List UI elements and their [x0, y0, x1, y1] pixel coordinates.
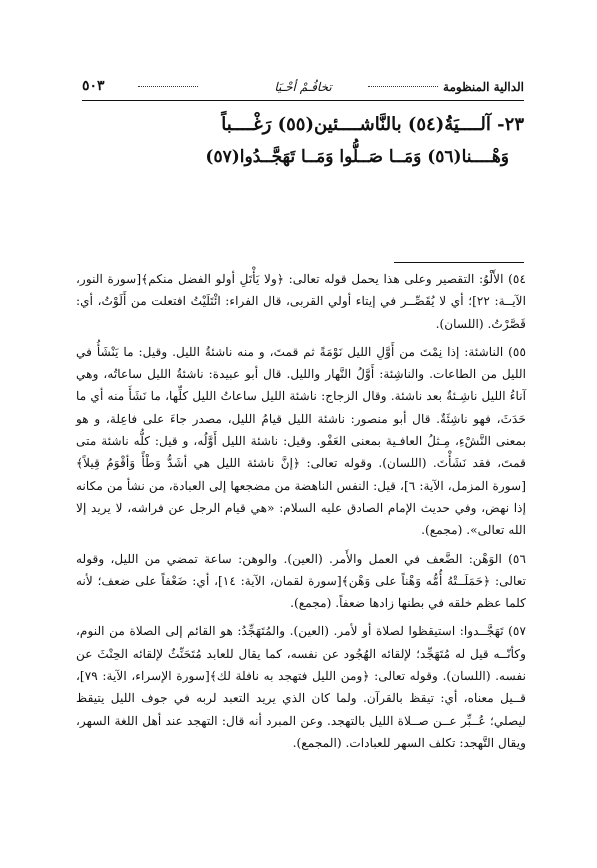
footnote-56: ٥٦) الوَهْن: الضَّعف في العمل والأَمر. (العين). والوهن: ساعة تمضي من الليل، وقوله تعالى: ﴿حَمَلَــتْهُ أُمُّه وَهْناً على وَهْن﴾[سورة لقمان، الآية: ١٤]، أي: ضَعْفاً على ضعف؛ لأنه كلما عظم خلقه في بطنها زادها ضعفاً. (مجمع).	[76, 551, 526, 611]
footnote-57: ٥٧) تَهَجَّــدوا: استيقظوا لصلاة أو لأمر. (العين). والمُتَهَجِّدُ: هو القائم إلى الصلاة من النوم، وكأنّــه قيل له مُتَهَجِّد؛ لإلقائه الهُجُود عن نفسه، كما يقال للعابد مُتَحَنِّثٌ لإلقائه الحِنْثَ عن نفسه. (اللسان). وقوله تعالى: ﴿ومن الليل فتهجد به نافلة لك﴾[سورة الإسراء، الآية: ٧٩]، قــيل معناه، أي: تيقظ بالقرآن. ولما كان الذي يريد التعبد لربه في جوف الليل يتيقظ ليصلي؛ عُــبِّر عــن صــلاة الليل بالتهجد. وعن المبرد أنه قال: التهجد عند أهل اللغة السهر، ويقال التَّهجد: تكلف السهر للعبادات. (المجمع).	[76, 624, 526, 750]
footnote-55: ٥٥) الناشئة: إذا نِمْتَ من أَوَّلِ الليل نَوْمَةً ثم قمتَ، و منه ناشئةُ الليل. وقيل: ما يَنْشَأُ في الليل من الطاعات. والناشِئة: أَوَّلُ النَّهار والليل. قال أبو عبيدة: ناشئةُ الليل ساعاتُه، وهي آناءُ الليل ناشِـئةٌ بعد ناشئة. وقال الزجاج: ناشئة الليل ساعاتُ الليل كلِّها، ما نَشَأَ منه أي ما حَدَثَ، فهو ناشِئَةٌ. قال أبو منصور: ناشئة الليل قيامُ الليل، مصدر جاءَ على فاعِلة، و هو بمعنى النَّشْءِ، مِـثلُ العافـية بمعنى العَفْو. وقيل: ناشئة الليل أَوَّلُه، و قيل: كلُّه ناشئة متى قمتَ، فقد نَشَأْتَ. (اللسان). وقوله تعالى: ﴿إنَّ ناشئة الليل هي أشَدُّ وَطْأً وَأقْوَمُ قِيلاً﴾[سورة المزمل، الآية: ٦]، قيل: النفس الناهضة من مضجعها إلى العبادة، من نشأ من مكانه إذا نهض، وفي حديث الإمام الصادق عليه السلام: «هي قيام الرجل عن فراشه، لا يريد إلا الله تعالى». (مجمع).	[76, 344, 526, 538]
footnote-separator	[394, 262, 524, 263]
page-number: ٥٠٣	[82, 78, 105, 94]
header-rule	[82, 100, 524, 101]
book-title: الدالية المنظومة	[443, 80, 524, 94]
verse-line-2: وَهْــــنا(٥٦) وَمَــا صَــلُّوا وَمَــا تَهَجَّــدُوا(٥٧)	[205, 147, 509, 167]
running-header	[82, 78, 524, 98]
footnotes	[76, 268, 526, 760]
footnote-54: ٥٤) الأَلْوُ: التقصير وعلى هذا يحمل قوله تعالى: ﴿ولا يَأْتَلِ أولو الفضل منكم﴾[سورة النور، الآيــة: ٢٢]؛ أي لا يُقَصِّــر في إيتاء أولي القربى، قال الفراء: ائْتَلَيْتُ افتعلت من أَلَوْتُ، أي: قَصَّرْتُ. (اللسان).	[76, 272, 526, 331]
header-dots-right	[368, 86, 438, 87]
verse-line-1: ٢٣- آلــــيَةُ(٥٤) بالنَّاشــــئين(٥٥) رَغْــــباً	[221, 114, 524, 135]
header-dots-left	[138, 86, 198, 87]
header-center-text: تخافُـمْ أحْـيَا	[274, 80, 332, 94]
